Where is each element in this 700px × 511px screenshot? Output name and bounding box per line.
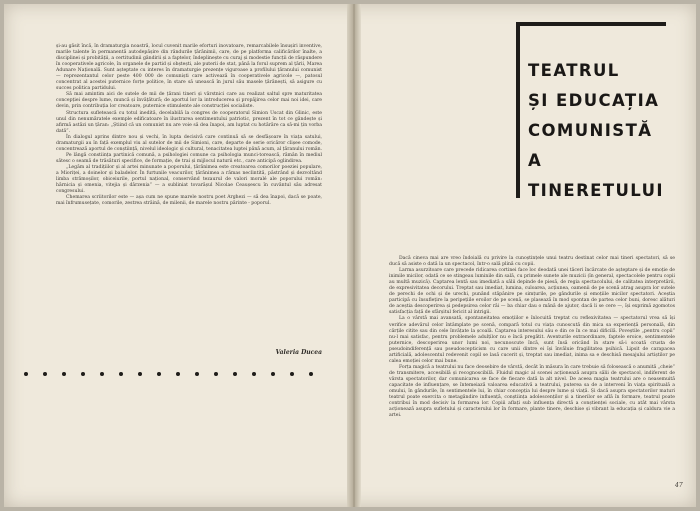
right-article-body [389,256,675,419]
page-number: 47 [675,482,683,489]
article-title [528,56,664,206]
title-line: ȘI EDUCAȚIA [528,91,660,110]
bullet-dot-icon [81,372,85,376]
bullet-dot-icon [176,372,180,376]
bullet-dot-icon [309,372,313,376]
left-paragraph: Pe lângă constiința partinică comună, a psihologiei comune ca psihologia munci-torească, rămân în mediul sătesc o seamă de trăsături specifice, de formație, de trai și mijlocul naturii etc., care anticipă oglindirea. [56,152,322,164]
title-line: COMUNISTĂ [528,121,653,140]
decorative-dot-row [24,372,313,376]
right-paragraph: Larma asurzitoare care precede ridicarea cortinei face loc deodată unei tăceri încărcate de așteptare și de emoție de inimile micilor, odată ce se stingeau luminile din sală, cu primele sunete ale muzicii (în general, spectacolele pentru copii au multă muzică). Captarea lentă sau imediată a sălii depinde de piesă, de regia spectacolului, de calitatea interpretării, de expresivitatea decorului. Treptat sau imediat, lumina, culoarea, acțiunea, oamenii de pe scenă atrag asupra lor sutele de perechi de ochi și de urechi, punând stăpânire pe simțurile, pe gândurile și emoțiile micilor spectatori. Aceștia participă cu însuflețire la peripețiile eroilor de pe scenă, se plasează în mod spontan de partea celor buni, doresc alături de aceștia descoperirea și pedepsirea celor răi — ba chiar dau o mână de ajutor, dacă li se cere —, își exprimă zgomotos satisfacția față de sfârșitul fericit al intrigii. [389,268,675,316]
left-paragraph: Structura sufletească cu totul inedită, decelabilă la congres de cooperatorul Simion Uscat din Glinic, este unul din nenumăratele exemple edificatoare în ilustrarea sentimentului patriotic, prezent în tot ce gândește și afirmă astăzi un țăran: „Știind că un comunist nu are voie să dea înapoi, am luptat cu hotărâre ca să-mi țin vorba dată”. [56,110,322,134]
bullet-dot-icon [157,372,161,376]
article-title-block [516,22,680,198]
bullet-dot-icon [271,372,275,376]
right-page [361,4,696,507]
left-article-body [56,44,322,207]
title-line: TINERETULUI [528,181,664,200]
right-paragraph: La o vârstă mai avansată, spontaneitatea emoțiilor e înlocuită treptat cu reflexivitatea — spectatorul vrea să își verifice adevărul celor întâmplate pe scenă, compară totul cu viața cunoscută din mica sa experiență personală, din cărțile citite sau din cele învățate la școală. Captarea interesului său e din ce în ce mai dificilă. Poveștile „pentru copii” nu-l mai satisfac, pentru problemele adulților nu e încă pregătit. Aventurile extraordinare, faptele eroice, sentimentele puternice, descoperirea unor lumi noi, necunoscute încă, sunt însă oricând în stare să-i scoată crusta de pseudoindiferență sau pseudoscepticism cu care unii dintre ei își învăluie fragilitatea psihică. Lipsit de carapacea artificială, adolescentul redevenit copil se lasă cucerit și, treptat sau imediat, inima sa e deschisă mesajului artiștilor pe calea emoției celor mai bune. [389,316,675,364]
bullet-dot-icon [43,372,47,376]
title-line: A [528,151,543,170]
bullet-dot-icon [233,372,237,376]
right-paragraph: Dacă cineva mai are vreo îndoială cu privire la cunoștințele unui teatru destinat celor mai tineri spectatori, să se ducă să asiste o dată la un spectacol, într-o sală plină cu copii. [389,256,675,268]
bullet-dot-icon [195,372,199,376]
book-gutter [347,4,361,507]
left-paragraph: În dialogul aprins dintre nou și vechi, în lupta decisivă care continuă să se desfășoare în viața satului, dramaturgii au în față exemplul viu al sutelor de mii de Simioni, care, departe de serie oricăror clișee comode, concentrează aportul de conștiință, nivelul ideologic și cultural, tenacitatea luptei până acum, al țăranului român. [56,134,322,152]
book-spread [4,4,696,507]
author-signature: Valeria Ducea [275,349,322,356]
left-paragraph: Să mai amintim aici de sutele de mii de țărani tineri și vârstnici care au realizat saltul spre maturitatea concepției despre lume, muncă și învățătură; de aportul lor la introducerea și propăjirea celor mai noi idei, care devin, prin contribuția lor creatoare, puternice stimulente ale construcției socialiste. [56,92,322,110]
bullet-dot-icon [290,372,294,376]
right-paragraph: Forța magică a teatrului nu face deosebire de vârstă, decât în măsura în care trebuie să folosească o anumită „cheie” de transmitere, accesibilă și recognoscibilă. Fluidul magic al scenei acționează asupra sălii de spectacol, indiferent de vârsta spectatorilor, dar comunicarea se face de fiecare dată la alt nivel. De aceea magia teatrului are o neasemuită capacitate de influențare, se întemeiază valoarea educativă a teatrului, puterea sa de a interveni în viața spirituală a omului, în gândurile, în sentimentele lui, în chiar concepția lui despre lume și viață. Și dacă asupra spectatorilor maturi teatrul poate exercita o metagândire influență, conștiința adolescenților și a tinerilor se află în formare, teatrul poate contribui în mod decisiv la formarea lor. Copiii aflați sub influența directă a conștienței sociale, cu atât mai vârsta acționează asupra sufletului și caracterului lor în formare, plante tinere, deschise și vibrant la educația și caldura vie a artei. [389,364,675,419]
bullet-dot-icon [119,372,123,376]
bullet-dot-icon [252,372,256,376]
bullet-dot-icon [62,372,66,376]
title-line: TEATRUL [528,61,620,80]
left-page [4,4,347,507]
bullet-dot-icon [138,372,142,376]
bullet-dot-icon [214,372,218,376]
bullet-dot-icon [24,372,28,376]
left-paragraph: Chemarea scriitorilor este — așa cum ne spune marele nostru poet Arghezi — să dea înapoi, dacă se poate, mai înfrumusețate, comorile, zestrea străină, de milenii, de marele nostru părinte - poporul. [56,195,322,207]
bullet-dot-icon [100,372,104,376]
left-paragraph: „Legăm al tradițiilor și al artei minunate a poporului, țărănimea este creatoarea comorilor poeziei populare, a Mioriței, a doinelor și baladelor. În furtunile veacurilor, țărănimea a rămas neclintită, păstrând și dezvoltând limba strămoșilor, obiceiurile, portul național, conservând tezaurul de valori moralé ale poporului român: hărnicia și omenia, vitejia și dârzenia” — a subliniat tovarășul Nicolae Ceaușescu în cuvântul său adresat congresului. [56,164,322,195]
title-top-rule [516,22,666,26]
left-paragraph: și-au găsit încă, în dramaturgia noastră, locul cuvenit marile eforturi inovatoare, remarcabilele însușiri inventive, marile talente în permanentă autodepășire din rândurile țărănimii, care, de pe platforma calificărilor înalte, a disciplinei și probității, a certitudinii gândirii și a faptelor, îndeplinește cu curaj și modestie funcții de răspundere în cooperativele agricole, în organele de partid și obștești, ale puterii de stat, până la forul suprem al țării, Marea Adunare Națională. Sunt așteptate cu interes în dramaturgie prezențe viguroase a profilului țăranului comunist — reprezentantul celor peste 400 000 de comuniști care activează în cooperativele agricole —, patosul concentrat al acestei puternice forțe politice, în stare să unească în jurul său masele țărănești, să asigure cu succes politica partidului. [56,44,322,92]
